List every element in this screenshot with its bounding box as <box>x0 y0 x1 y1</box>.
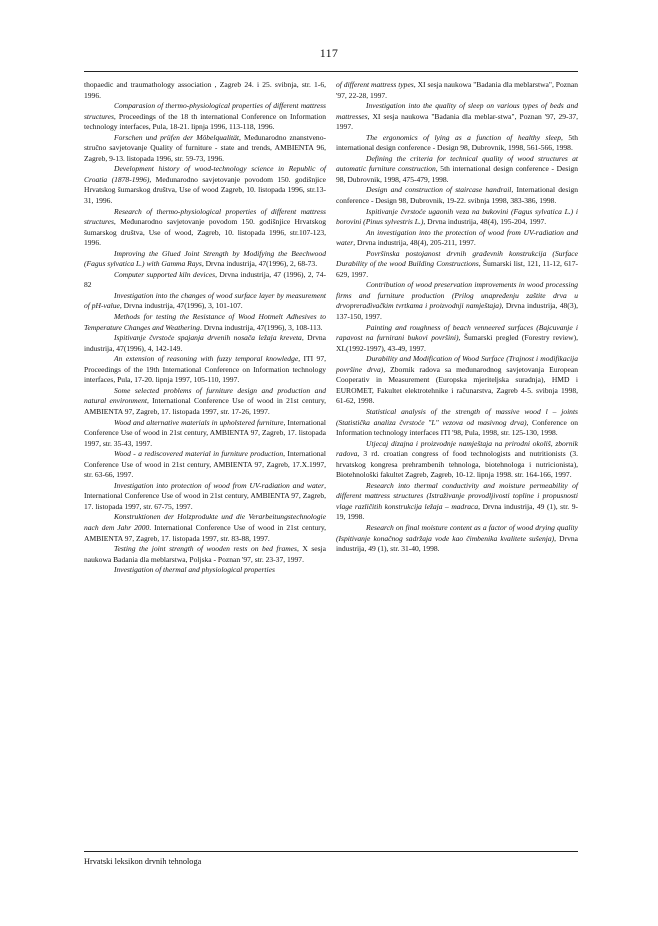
entry-title: Statistical analysis of the strength of massive wood l – joints (Statistička analiza čvrstoće "L" vezova od masivnog drva) <box>336 406 578 427</box>
bibliography-entry <box>84 512 326 544</box>
entry-details: , Drvna industrija, 49 (1), str. 31-40, 1998. <box>336 533 578 554</box>
bibliography-entry <box>84 565 326 576</box>
entry-details: , Proceedings of the 18 th international Conference on Information technology interfaces, Pula, 18-21. lipnja 1996, 113-118, 1996. <box>84 111 326 132</box>
bibliography-entry <box>336 481 578 523</box>
footer-text: Hrvatski leksikon drvnih tehnologa <box>84 857 202 866</box>
entry-title: Research on final moisture content as a factor of wood drying quality (Ispitivanje konačnog sadržaja vode kao čimbenika kvalitete sušenja) <box>336 522 578 543</box>
bibliography-entry <box>84 418 326 450</box>
bibliography-entry <box>84 101 326 133</box>
bibliography-entry <box>84 333 326 354</box>
bibliography-entry <box>84 544 326 565</box>
bibliography-entry <box>84 249 326 270</box>
entry-title: Contribution of wood preservation improvements in wood processing firms and furniture production (Prilog unapređenju zaštite drva u drvoprerađivačkim tvrtkama i proizvodnji namještaja) <box>336 280 578 311</box>
entry-title: An investigation into the protection of wood from UV-radiation and water <box>336 227 578 248</box>
entry-details: , International design conference - Design 98, Dubrovnik, 19-22. svibnja 1998, 383-386, 1998. <box>336 185 578 206</box>
entry-title: An extension of reasoning with fuzzy temporal knowledge <box>114 354 299 364</box>
bibliography-entry <box>336 80 578 101</box>
bibliography-entry <box>84 354 326 386</box>
entry-details: , X sesja naukowa Badania dla meblarstwa, Poljska - Poznan '97, str. 23-37, 1997. <box>84 544 326 564</box>
entry-title: of different mattress types <box>336 80 414 89</box>
entry-details: , 5th international design conference - Design 98, Dubrovnik, 1998, 561-566, 1998. <box>336 132 578 153</box>
left-column <box>84 80 326 576</box>
entry-details: , International Conference Use of wood in 21st century, AMBIENTA 97, Zagreb, 17.X.1997, str. 63-66, 1997. <box>84 449 326 480</box>
entry-details: , Šumarski pregled (Forestry review), XL(1992-1997), 43-49, 1997. <box>336 333 578 353</box>
footer-rule <box>84 851 578 852</box>
page-number: 117 <box>319 46 339 60</box>
entry-details: , Međunarodno savjetovanje povodom 150. godišnjice Hrvatskog šumarskog društva, Use of wood, Zagreb, 10. listopada 1996, str.107-123, 1996. <box>84 217 326 248</box>
entry-details: , International Conference Use of wood in 21st century, AMBIENTA 97, Zagreb, 17. listopada 1997, str. 67-75, 1997. <box>84 480 326 511</box>
entry-title: Površinska postojanost drvnih građevnih konstrukcija (Surface Durability of the wood Building Constructions <box>336 248 578 269</box>
entry-title: Utjecaj dizajna i proizvodnje namještaja na prirodni okoliš, zbornik radova <box>336 438 578 459</box>
entry-details: , Drvna industrija, 47(1996), 4, 142-149. <box>84 333 326 353</box>
entry-details: , Šumarski list, 121, 11-12, 617-629, 1997. <box>336 259 578 279</box>
entry-title: Wood - a rediscovered material in furniture production <box>114 449 284 459</box>
entry-details: , Drvna industrija, 48(3), 137-150, 1997. <box>336 301 578 322</box>
entry-details: , International Conference Use of wood in 21st century, AMBIENTA 97, Zagreb, 17. listopada 1997, str. 17-26, 1997. <box>84 396 326 416</box>
entry-title: Defining the criteria for technical quality of wood structures at automatic furniture construction <box>336 153 578 174</box>
entry-details: , Drvna industrija, 47(1996), 2, 68-73. <box>201 259 318 269</box>
entry-details: , Međunarodno savjetovanje povodom 150. godišnjice Hrvatskog šumarskog društva, Use of wood Zagreb, 10. listopada 1996, str.13-31, 1996. <box>84 174 326 206</box>
bibliography-entry <box>336 523 578 555</box>
bibliography-entry <box>84 207 326 249</box>
entry-title: Investigation of thermal and physiological properties <box>114 565 275 575</box>
entry-details: , Drvna industrija, 48(4), 205-211, 1997. <box>353 238 476 248</box>
bibliography-entry <box>336 185 578 206</box>
entry-details: , XI sesja naukowa "Badania dla meblarstwa", Poznan '97, 22-28, 1997. <box>336 80 579 100</box>
bibliography-entry <box>84 291 326 312</box>
bibliography-entry <box>336 407 578 439</box>
entry-title: Investigation into the quality of sleep on various types of beds and mattresses <box>336 101 578 121</box>
bibliography-entry <box>336 101 578 133</box>
entry-details: , 3 rd. croatian congress of food technologists and nutritionists (3. hrvatskog kongresa prehrambenih tehnologa, biotehnologa i nutricionista), Biotehnološki fakultet Zagreb, Zagreb, 10-12. lipnja 1998. str. 164-166, 1997. <box>336 449 578 480</box>
entry-details: , Međunarodno znanstveno-stručno savjetovanje Quality of furniture - state and trends, AMBIENTA 96, Zagreb, 9-13. listopada 1996, str. 59-73, 1996. <box>84 132 326 163</box>
entry-details: , Conference on Information technology interfaces ITI '98, Pula, 1998, str. 125-130, 1998. <box>336 417 578 438</box>
entry-title: Investigation into the changes of wood surface layer by measurement of pH-value <box>84 290 326 311</box>
entry-title: Painting and roughness of beach venneered surfaces (Bajcuvanje i rapavost na furnirani bukovi površini) <box>336 322 578 343</box>
entry-title: Improving the Glued Joint Strength by Modifying the Beechwood (Fagus sylvatica L.) with Gamma Rays <box>84 248 326 269</box>
entry-details: , 5th international design conference - Design 98, Dubrovnik, 1998, 475-479, 1998. <box>336 164 578 184</box>
bibliography-entry <box>84 449 326 481</box>
entry-title: Methods for testing the Resistance of Wood Hotmelt Adhesives to Temperature Changes and Weathering <box>84 312 326 332</box>
entry-title: Research of thermo-physiological properties of different mattress structures <box>84 206 326 227</box>
bibliography-entry <box>336 280 578 322</box>
entry-details: , XI sesja naukowa "Badania dla meblar-stwa", Poznan '97, 29-37, 1997. <box>336 111 578 132</box>
entry-title: Durability and Modification of Wood Surface (Trajnost i modifikacija površine drva) <box>336 354 578 374</box>
bibliography-entry <box>336 439 578 481</box>
header-rule <box>84 71 578 72</box>
entry-title: Computer supported kiln devices <box>114 269 216 279</box>
entry-title: Design and construction of staircase handrail <box>366 185 512 195</box>
entry-details: , Drvna industrija, 49 (1), str. 9-19, 1998. <box>336 501 578 522</box>
bibliography-entry <box>84 270 326 291</box>
bibliography-entry <box>336 154 578 186</box>
entry-title: Testing the joint strength of wooden rests on bed frames <box>114 544 297 554</box>
entry-title: Comparasion of thermo-physiological properties of different mattress structures <box>84 101 326 121</box>
entry-title: Development history of wood-technology science in Republic of Croatia (1878-1996) <box>84 164 326 184</box>
entry-title: Konstruktionen der Holzprodukte und die Verarbeitungstechnologie nach dem Jahr 2000 <box>84 512 326 532</box>
entry-details: . Drvna industrija, 47(1996), 3, 108-113. <box>199 322 323 332</box>
bibliography-entry <box>84 80 326 101</box>
entry-details: , Drvna industrija, 48(4), 195-204, 1997. <box>423 217 547 227</box>
entry-details: , International Conference Use of wood in 21st century, AMBIENTA 97, Zagreb, 17. listopada 1997, str. 35-43, 1997. <box>84 417 326 448</box>
bibliography-entry <box>336 228 578 249</box>
entry-details: , ITI 97, Proceedings of the 19th International Conference on Information technology interfaces, Pula, 17-20. lipnja 1997, 105-110, 1997. <box>84 354 326 385</box>
bibliography-entry <box>336 207 578 228</box>
entry-details: . International Conference Use of wood in 21st century, AMBIENTA 97, Zagreb, 17. listopada 1997, str. 83-88, 1997. <box>84 522 326 543</box>
entry-title: Wood and alternative materials in upholstered furniture <box>114 417 284 427</box>
entry-title: Investigation into protection of wood from UV-radiation and water <box>114 480 325 490</box>
entry-title: Forschen und prüfen der Möbelqualität <box>114 132 239 142</box>
entry-title: The ergonomics of lying as a function of healthy sleep <box>366 132 562 142</box>
entry-title: Some selected problems of furniture design and production and natural environment <box>84 385 326 406</box>
entry-details: , Drvna industrija, 47(1996), 3, 101-107. <box>119 301 243 311</box>
bibliography-entry <box>84 312 326 333</box>
right-column <box>336 80 578 555</box>
bibliography-entry <box>84 133 326 165</box>
bibliography-entry <box>336 249 578 281</box>
entry-title: Ispitivanje čvrstoće ugaonih veza na bukovini (Fagus sylvatica L.) i borovini (Pinus sylvestris L.) <box>336 206 578 227</box>
bibliography-entry <box>84 481 326 513</box>
bibliography-entry <box>336 354 578 407</box>
bibliography-entry <box>84 164 326 206</box>
entry-title: Ispitivanje čvrstoće spajanja drvenih nosača ležaja kreveta <box>114 333 302 343</box>
bibliography-entry <box>336 323 578 355</box>
entry-details: , Zbornik radova sa međunarodnog savjetovanja European Cooperativ in Measurement (Europska mjeriteljska suradnja), HMD i EUROMET, Fakultet elektrotehnike i računarstva, Zagreb 4-5. svibnja 1998, 61-62, 1998. <box>336 364 579 406</box>
bibliography-entry <box>336 133 578 154</box>
entry-details: , Drvna industrija, 47 (1996), 2, 74-82 <box>84 269 326 290</box>
entry-details: thopaedic and traumathology association , Zagreb 24. i 25. svibnja, str. 1-6, 1996. <box>84 80 326 100</box>
bibliography-entry <box>84 386 326 418</box>
entry-title: Research into thermal conductivity and moisture permeability of different mattress structures (Istraživanje provodljivosti topline i propusnosti vlage različitih konstrukcija ležaja – madraca <box>336 480 578 511</box>
